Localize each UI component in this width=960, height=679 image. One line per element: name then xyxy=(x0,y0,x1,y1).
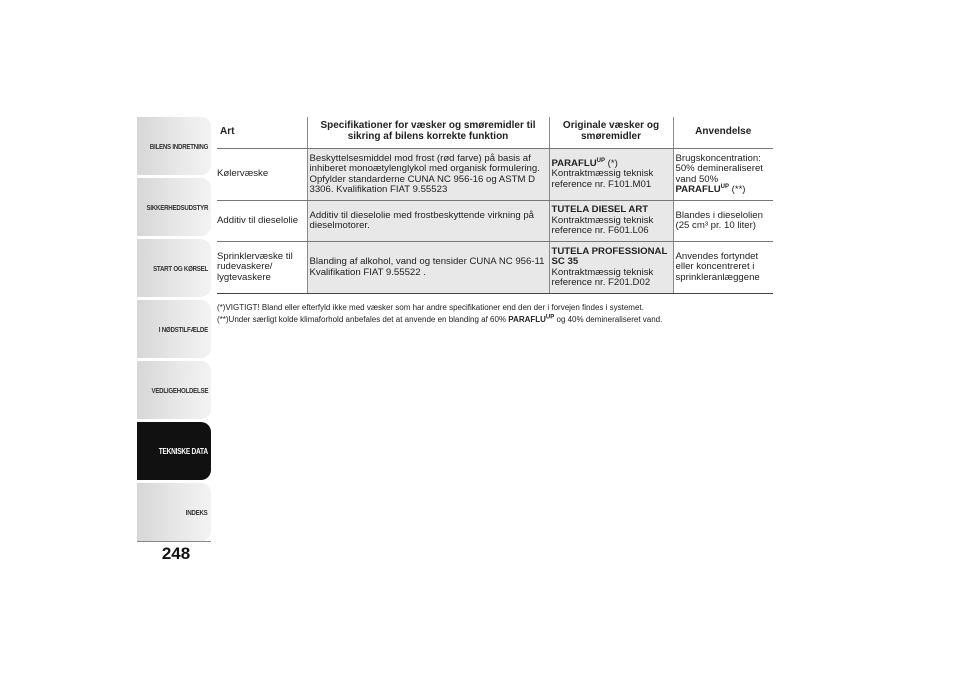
reference-line-1: Kontraktmæssig teknisk xyxy=(551,214,654,226)
tab-label: START OG KØRSEL xyxy=(153,263,208,273)
cell-spec: Beskyttelsesmiddel mod frost (rød farve) på basis af inhiberet monoætylenglykol med organisk formulering. Opfylder standarderne CUNA NC 956-16 og ASTM D 3306. Kvalifikation FIAT 9.55523 xyxy=(307,149,549,201)
footnote-2-superscript: UP xyxy=(545,313,555,320)
usage-text-2: (25 cm³ pr. 10 liter) xyxy=(675,220,757,231)
reference-line-2: reference nr. F101.M01 xyxy=(551,178,652,190)
table-row xyxy=(217,201,773,242)
tab-i-nodstilfaelde[interactable] xyxy=(137,300,211,358)
usage-text: Blandes i dieselolien xyxy=(675,209,763,221)
footnote-2-text-end: og 40% demineraliseret vand. xyxy=(554,314,663,324)
cell-original xyxy=(549,149,673,201)
product-superscript: UP xyxy=(596,157,605,164)
header-spec: Specifikationer for væsker og smøremidler til sikring af bilens korrekte funktion xyxy=(307,117,549,149)
cell-art: Additiv til dieselolie xyxy=(217,201,307,242)
tab-indeks[interactable] xyxy=(137,483,211,541)
footnote-1: (*)VIGTIGT! Bland eller efterfyld ikke med væsker som har andre specifikationer end den der i forvejen findes i systemet. xyxy=(217,303,644,312)
cell-usage xyxy=(673,201,773,242)
cell-spec: Blanding af alkohol, vand og tensider CUNA NC 956-11 Kvalifikation FIAT 9.55522 . xyxy=(307,242,549,294)
header-usage: Anvendelse xyxy=(673,117,773,149)
tab-tekniske-data[interactable] xyxy=(137,422,211,480)
table-row xyxy=(217,149,773,201)
tab-label: INDEKS xyxy=(186,507,208,517)
cell-usage xyxy=(673,149,773,201)
tab-label: VEDLIGEHOLDELSE xyxy=(151,385,208,395)
tab-label: I NØDSTILFÆLDE xyxy=(158,324,208,334)
usage-product: PARAFLU xyxy=(675,183,721,195)
chapter-tabs xyxy=(137,117,211,544)
product-suffix: (*) xyxy=(604,157,618,169)
cell-spec: Additiv til dieselolie med frostbeskyttende virkning på dieselmotorer. xyxy=(307,201,549,242)
product-name: TUTELA PROFESSIONAL SC 35 xyxy=(551,245,668,268)
tab-label: SIKKERHEDSUDSTYR xyxy=(146,202,208,212)
footnote-2 xyxy=(217,314,777,326)
table-row xyxy=(217,242,773,294)
header-original: Originale væsker og smøremidler xyxy=(549,117,673,149)
tab-label: BILENS INDRETNING xyxy=(149,141,208,151)
usage-suffix: (**) xyxy=(728,183,746,195)
table-header-row xyxy=(217,117,773,149)
cell-original xyxy=(549,242,673,294)
reference-line-1: Kontraktmæssig teknisk xyxy=(551,168,654,180)
tab-start-og-korsel[interactable] xyxy=(137,239,211,297)
footnote-2-product: PARAFLU xyxy=(508,314,546,324)
usage-text: Brugskoncentration: 50% demineraliseret vand 50% xyxy=(675,152,763,185)
reference-line-2: reference nr. F201.D02 xyxy=(551,276,651,288)
fluids-spec-table xyxy=(217,117,773,294)
cell-original xyxy=(549,201,673,242)
cell-usage: Anvendes fortyndet eller koncentreret i sprinkleranlæggene xyxy=(673,242,773,294)
reference-line-1: Kontraktmæssig teknisk xyxy=(551,266,654,278)
tab-vedligeholdelse[interactable] xyxy=(137,361,211,419)
cell-art: Sprinklervæske til rudevaskere/ lygtevaskere xyxy=(217,242,307,294)
usage-superscript: UP xyxy=(720,183,729,190)
footnote-2-text: (**)Under særligt kolde klimaforhold anbefales det at anvende en blanding af 60% xyxy=(217,314,509,324)
header-art: Art xyxy=(217,117,307,149)
page-number: 248 xyxy=(161,544,191,563)
reference-line-2: reference nr. F601.L06 xyxy=(551,225,649,237)
footnotes xyxy=(217,302,777,325)
tab-bilens-indretning[interactable] xyxy=(137,117,211,175)
tab-label: TEKNISKE DATA xyxy=(158,446,208,456)
product-name: PARAFLU xyxy=(551,157,597,169)
page-number-divider xyxy=(137,541,211,542)
cell-art: Kølervæske xyxy=(217,149,307,201)
tab-sikkerhedsudstyr[interactable] xyxy=(137,178,211,236)
product-name: TUTELA DIESEL ART xyxy=(551,204,649,216)
